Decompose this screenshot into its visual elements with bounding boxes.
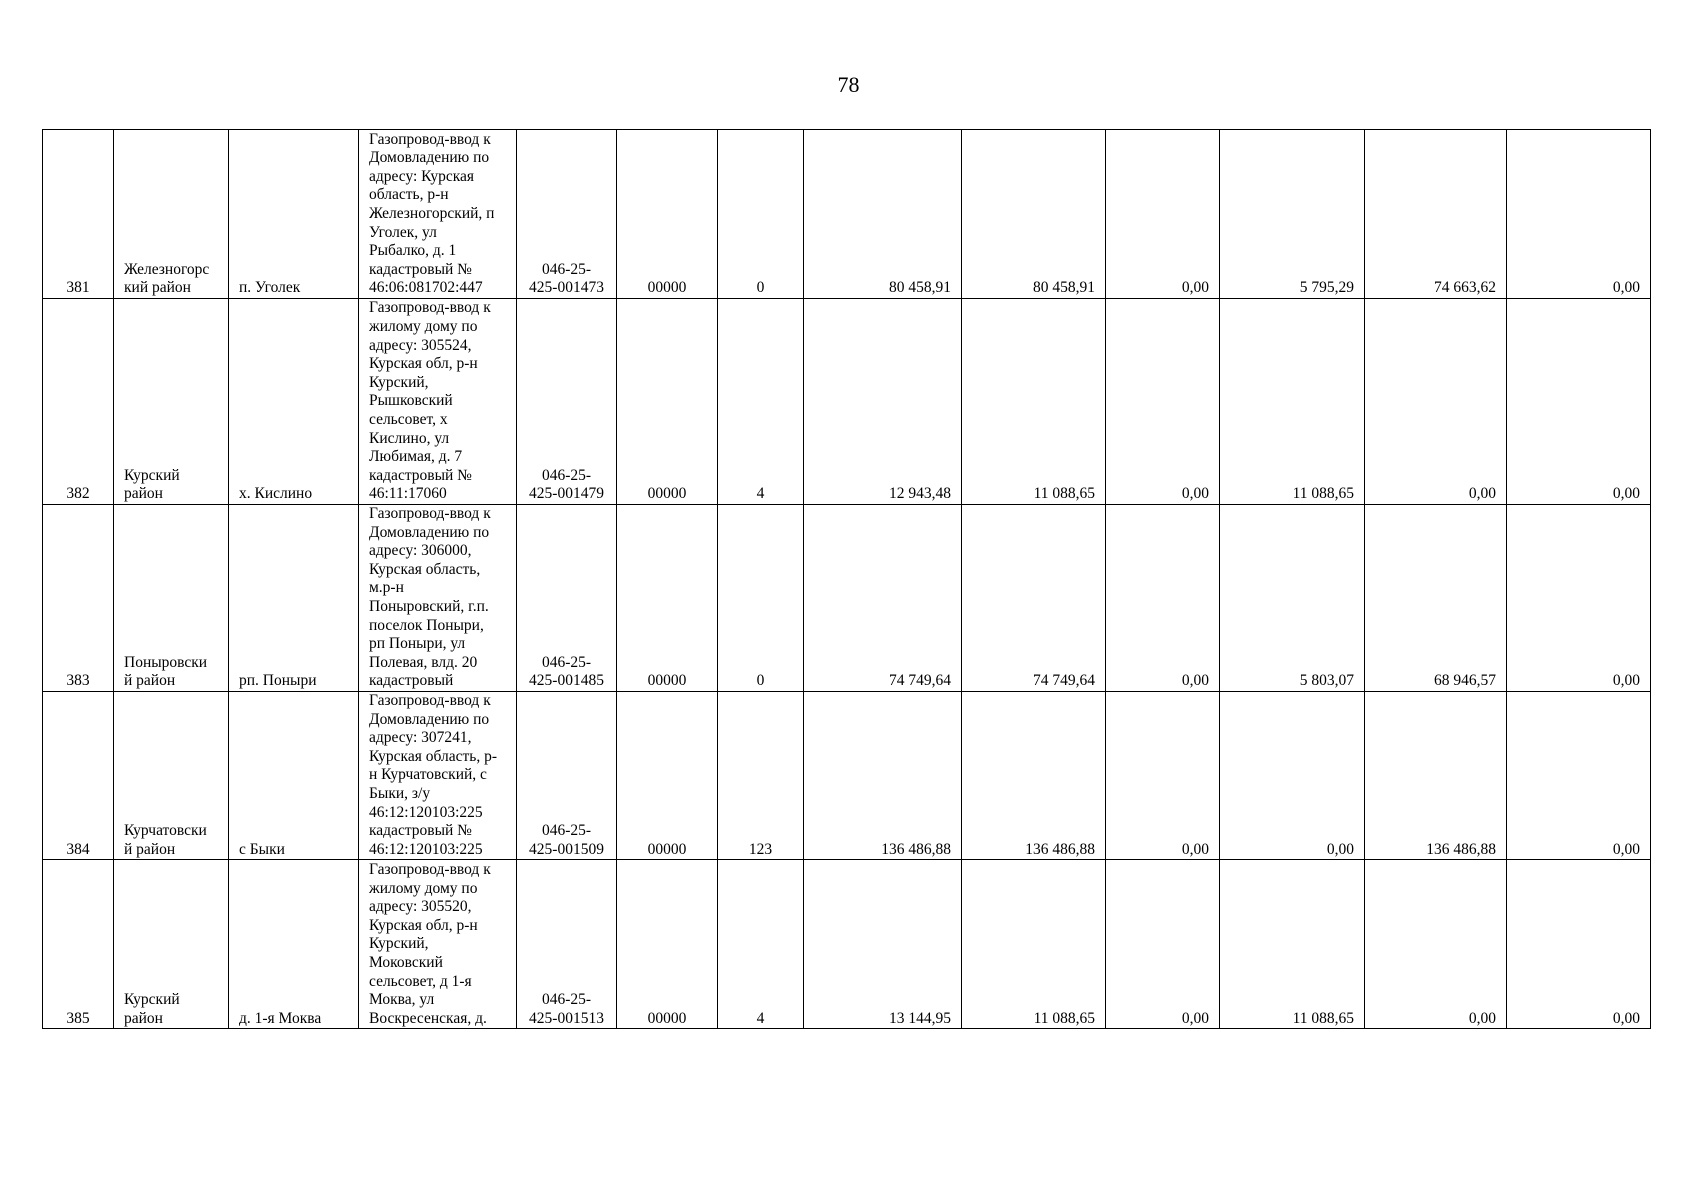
code-cell: 00000 xyxy=(617,860,718,1029)
value-cell-4: 11 088,65 xyxy=(1220,299,1365,505)
district-cell: Поныровски й район xyxy=(114,505,229,692)
value-cell-3: 0,00 xyxy=(1106,130,1220,299)
locality-cell: х. Кислино xyxy=(229,299,359,505)
value-cell-6: 0,00 xyxy=(1507,505,1651,692)
quantity-cell: 123 xyxy=(718,692,804,860)
value-cell-5: 0,00 xyxy=(1365,299,1507,505)
table-row xyxy=(43,130,1651,299)
table-row xyxy=(43,692,1651,860)
value-cell-3: 0,00 xyxy=(1106,299,1220,505)
code-cell: 00000 xyxy=(617,505,718,692)
value-cell-2: 136 486,88 xyxy=(962,692,1106,860)
locality-cell: п. Уголек xyxy=(229,130,359,299)
value-cell-1: 136 486,88 xyxy=(804,692,962,860)
value-cell-2: 11 088,65 xyxy=(962,299,1106,505)
value-cell-6: 0,00 xyxy=(1507,692,1651,860)
value-cell-2: 11 088,65 xyxy=(962,860,1106,1029)
code-cell: 00000 xyxy=(617,299,718,505)
locality-cell: д. 1-я Моква xyxy=(229,860,359,1029)
quantity-cell: 0 xyxy=(718,505,804,692)
value-cell-6: 0,00 xyxy=(1507,860,1651,1029)
value-cell-5: 0,00 xyxy=(1365,860,1507,1029)
value-cell-5: 68 946,57 xyxy=(1365,505,1507,692)
code-cell: 00000 xyxy=(617,692,718,860)
value-cell-4: 5 803,07 xyxy=(1220,505,1365,692)
value-cell-2: 80 458,91 xyxy=(962,130,1106,299)
page-number: 78 xyxy=(837,72,860,97)
district-cell: Курский район xyxy=(114,299,229,505)
district-cell: Железногорс кий район xyxy=(114,130,229,299)
value-cell-4: 11 088,65 xyxy=(1220,860,1365,1029)
quantity-cell: 4 xyxy=(718,860,804,1029)
inventory-number-cell: 046-25- 425-001473 xyxy=(517,130,617,299)
quantity-cell: 4 xyxy=(718,299,804,505)
value-cell-6: 0,00 xyxy=(1507,130,1651,299)
row-number: 384 xyxy=(43,692,114,860)
district-cell: Курский район xyxy=(114,860,229,1029)
district-cell: Курчатовски й район xyxy=(114,692,229,860)
value-cell-5: 74 663,62 xyxy=(1365,130,1507,299)
value-cell-1: 74 749,64 xyxy=(804,505,962,692)
value-cell-5: 136 486,88 xyxy=(1365,692,1507,860)
inventory-number-cell: 046-25- 425-001509 xyxy=(517,692,617,860)
row-number: 382 xyxy=(43,299,114,505)
inventory-number-cell: 046-25- 425-001479 xyxy=(517,299,617,505)
value-cell-3: 0,00 xyxy=(1106,692,1220,860)
table-row xyxy=(43,299,1651,505)
row-number: 385 xyxy=(43,860,114,1029)
object-name-cell: Газопровод-ввод к Домовладению по адресу: Курская область, р-н Железногорский, п Уголек, ул Рыбалко, д. 1 кадастровый № 46:06:081702:447 xyxy=(359,130,517,299)
value-cell-3: 0,00 xyxy=(1106,505,1220,692)
value-cell-6: 0,00 xyxy=(1507,299,1651,505)
row-number: 381 xyxy=(43,130,114,299)
code-cell: 00000 xyxy=(617,130,718,299)
locality-cell: рп. Поныри xyxy=(229,505,359,692)
object-name-cell: Газопровод-ввод к Домовладению по адресу: 306000, Курская область, м.р-н Поныровский, г.п. поселок Поныри, рп Поныри, ул Полевая, влд. 20 кадастровый xyxy=(359,505,517,692)
value-cell-3: 0,00 xyxy=(1106,860,1220,1029)
value-cell-1: 13 144,95 xyxy=(804,860,962,1029)
row-number: 383 xyxy=(43,505,114,692)
value-cell-4: 5 795,29 xyxy=(1220,130,1365,299)
object-name-cell: Газопровод-ввод к Домовладению по адресу: 307241, Курская область, р- н Курчатовский, с Быки, з/у 46:12:120103:225 кадастровый № 46:12:120103:225 xyxy=(359,692,517,860)
table-row xyxy=(43,505,1651,692)
value-cell-4: 0,00 xyxy=(1220,692,1365,860)
value-cell-1: 80 458,91 xyxy=(804,130,962,299)
inventory-number-cell: 046-25- 425-001485 xyxy=(517,505,617,692)
inventory-number-cell: 046-25- 425-001513 xyxy=(517,860,617,1029)
value-cell-2: 74 749,64 xyxy=(962,505,1106,692)
object-name-cell: Газопровод-ввод к жилому дому по адресу: 305524, Курская обл, р-н Курский, Рышковский сельсовет, х Кислино, ул Любимая, д. 7 кадастровый № 46:11:17060 xyxy=(359,299,517,505)
property-table xyxy=(42,129,1651,1029)
table-row xyxy=(43,860,1651,1029)
locality-cell: с Быки xyxy=(229,692,359,860)
quantity-cell: 0 xyxy=(718,130,804,299)
value-cell-1: 12 943,48 xyxy=(804,299,962,505)
object-name-cell: Газопровод-ввод к жилому дому по адресу: 305520, Курская обл, р-н Курский, Моковский сельсовет, д 1-я Моква, ул Воскресенская, д. xyxy=(359,860,517,1029)
